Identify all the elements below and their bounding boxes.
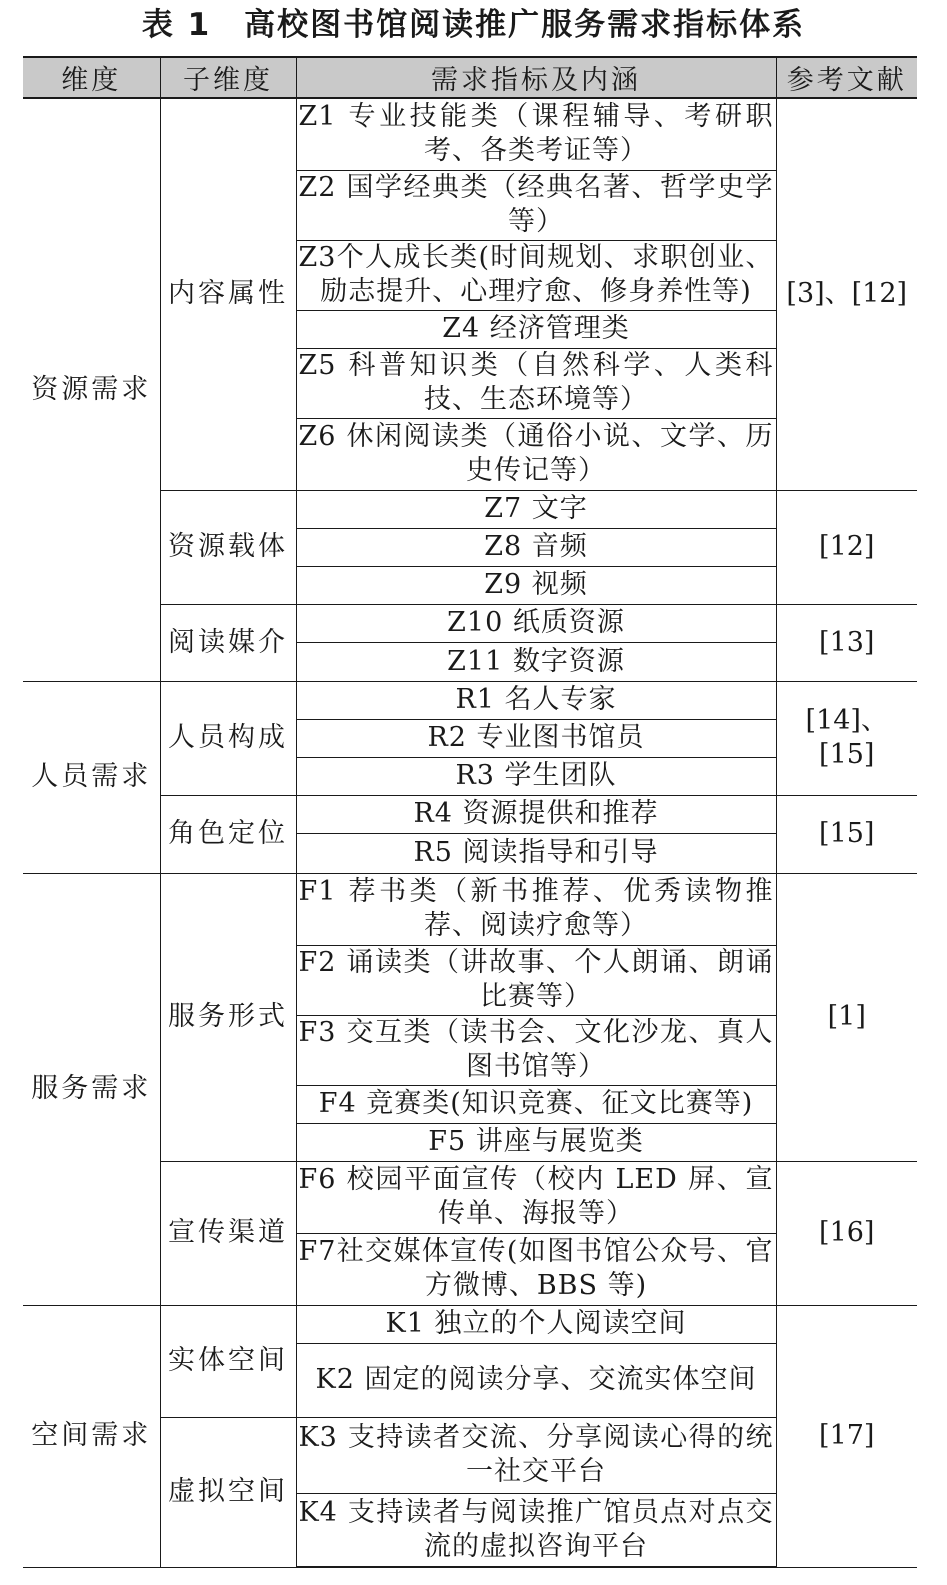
indicator-cell: Z8 音频 bbox=[296, 528, 776, 566]
indicator-cell: Z4 经济管理类 bbox=[296, 310, 776, 348]
indicator-cell: K1 独立的个人阅读空间 bbox=[296, 1305, 776, 1343]
subdimension-cell: 虚拟空间 bbox=[160, 1417, 296, 1567]
header-reference: 参考文献 bbox=[776, 57, 917, 98]
reference-cell: [13] bbox=[776, 604, 917, 681]
reference-cell: [12] bbox=[776, 490, 917, 604]
header-indicator: 需求指标及内涵 bbox=[296, 57, 776, 98]
table-row bbox=[23, 98, 917, 170]
subdimension-cell: 资源载体 bbox=[160, 490, 296, 604]
indicator-cell: F7社交媒体宣传(如图书馆公众号、官方微博、BBS 等) bbox=[296, 1233, 776, 1305]
header-subdimension: 子维度 bbox=[160, 57, 296, 98]
indicator-cell: Z6 休闲阅读类（通俗小说、文学、历史传记等） bbox=[296, 418, 776, 490]
indicator-cell: R1 名人专家 bbox=[296, 681, 776, 719]
subdimension-cell: 阅读媒介 bbox=[160, 604, 296, 681]
indicator-cell: K2 固定的阅读分享、交流实体空间 bbox=[296, 1343, 776, 1417]
dimension-cell: 空间需求 bbox=[23, 1305, 160, 1567]
indicator-cell: R2 专业图书馆员 bbox=[296, 719, 776, 757]
reference-cell: [15] bbox=[776, 795, 917, 873]
header-dimension: 维度 bbox=[23, 57, 160, 98]
indicator-cell: Z10 纸质资源 bbox=[296, 604, 776, 642]
indicator-cell: Z2 国学经典类（经典名著、哲学史学等） bbox=[296, 170, 776, 240]
subdimension-cell: 人员构成 bbox=[160, 681, 296, 795]
subdimension-cell: 实体空间 bbox=[160, 1305, 296, 1417]
reference-cell: [16] bbox=[776, 1161, 917, 1305]
subdimension-cell: 服务形式 bbox=[160, 873, 296, 1161]
subdimension-cell: 角色定位 bbox=[160, 795, 296, 873]
reference-cell: [3]、[12] bbox=[776, 98, 917, 490]
reference-cell: [14]、[15] bbox=[776, 681, 917, 795]
indicator-cell: K4 支持读者与阅读推广馆员点对点交流的虚拟咨询平台 bbox=[296, 1493, 776, 1567]
header-row bbox=[23, 57, 917, 98]
indicator-cell: R3 学生团队 bbox=[296, 757, 776, 795]
indicator-cell: Z7 文字 bbox=[296, 490, 776, 528]
indicator-cell: Z5 科普知识类（自然科学、人类科技、生态环境等） bbox=[296, 348, 776, 418]
table-row bbox=[23, 873, 917, 945]
reference-cell: [1] bbox=[776, 873, 917, 1161]
indicator-cell: F1 荐书类（新书推荐、优秀读物推荐、阅读疗愈等） bbox=[296, 873, 776, 945]
indicator-cell: Z1 专业技能类（课程辅导、考研职考、各类考证等） bbox=[296, 98, 776, 170]
subdimension-cell: 宣传渠道 bbox=[160, 1161, 296, 1305]
indicator-cell: F2 诵读类（讲故事、个人朗诵、朗诵比赛等） bbox=[296, 945, 776, 1015]
dimension-cell: 资源需求 bbox=[23, 98, 160, 681]
indicator-cell: R5 阅读指导和引导 bbox=[296, 833, 776, 873]
dimension-cell: 人员需求 bbox=[23, 681, 160, 873]
indicator-cell: R4 资源提供和推荐 bbox=[296, 795, 776, 833]
indicator-cell: F5 讲座与展览类 bbox=[296, 1123, 776, 1161]
indicator-cell: F4 竞赛类(知识竞赛、征文比赛等) bbox=[296, 1085, 776, 1123]
demand-index-table bbox=[23, 56, 917, 1568]
indicator-cell: Z3个人成长类(时间规划、求职创业、励志提升、心理疗愈、修身养性等) bbox=[296, 240, 776, 310]
indicator-cell: Z9 视频 bbox=[296, 566, 776, 604]
indicator-cell: K3 支持读者交流、分享阅读心得的统一社交平台 bbox=[296, 1417, 776, 1493]
table-title: 表 1 高校图书馆阅读推广服务需求指标体系 bbox=[141, 7, 806, 43]
indicator-cell: F6 校园平面宣传（校内 LED 屏、宣传单、海报等） bbox=[296, 1161, 776, 1233]
dimension-cell: 服务需求 bbox=[23, 873, 160, 1305]
indicator-cell: F3 交互类（读书会、文化沙龙、真人图书馆等） bbox=[296, 1015, 776, 1085]
reference-cell: [17] bbox=[776, 1305, 917, 1567]
table-row bbox=[23, 681, 917, 719]
subdimension-cell: 内容属性 bbox=[160, 98, 296, 490]
indicator-cell: Z11 数字资源 bbox=[296, 642, 776, 681]
table-row bbox=[23, 1305, 917, 1343]
